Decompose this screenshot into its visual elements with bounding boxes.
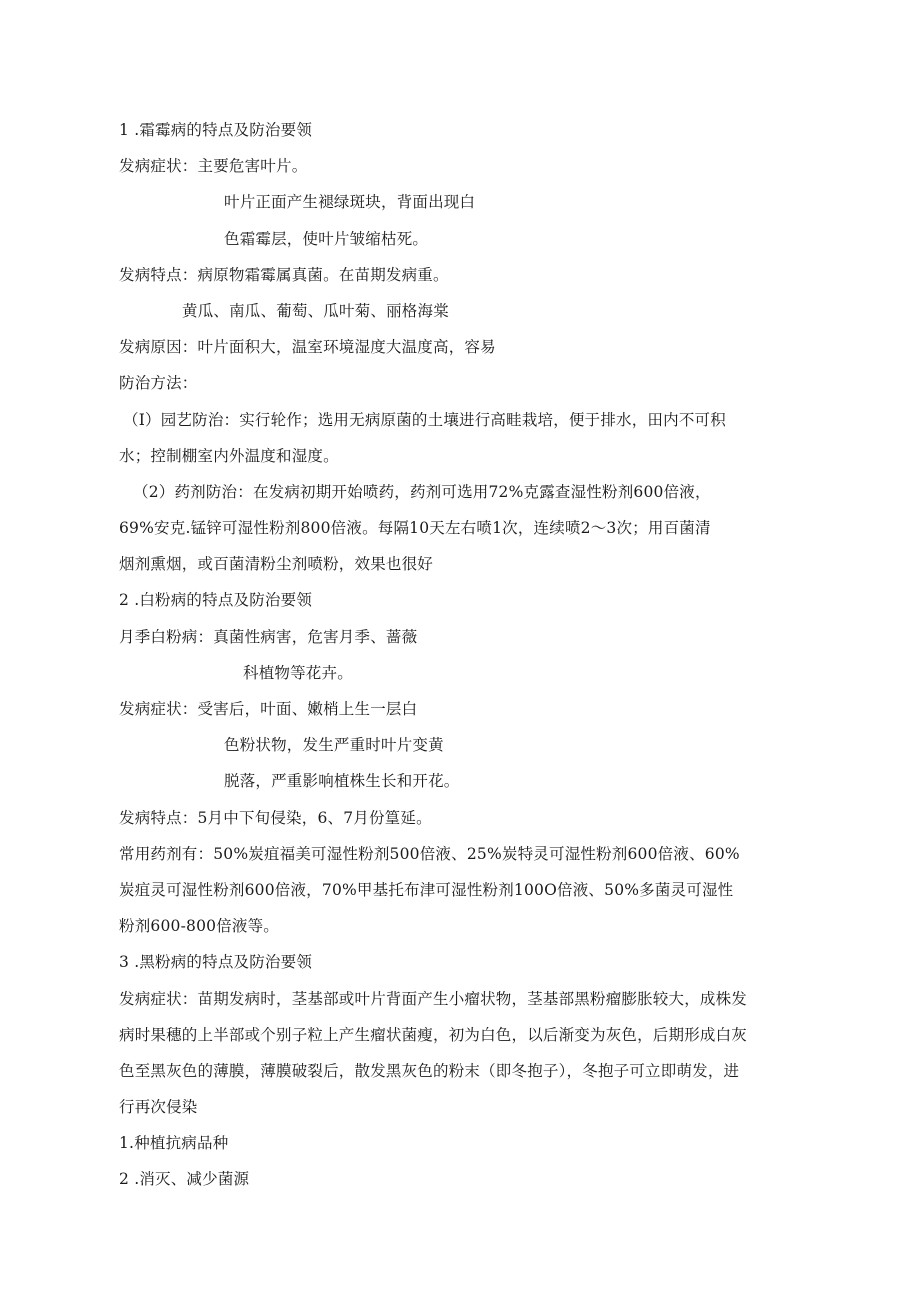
- section-heading-2: 2 .白粉病的特点及防治要领: [119, 591, 313, 610]
- text-line: 色霜霉层，使叶片皱缩枯死。: [224, 229, 429, 248]
- section-heading-1: 1 .霜霉病的特点及防治要领: [119, 121, 313, 139]
- text-line: 69%安克.锰锌可湿性粉剂800倍液。每隔10天左右喷1次，连续喷2〜3次；用百菌清: [119, 519, 711, 538]
- text-line: （I）园艺防治：实行轮作；选用无病原菌的土壤进行高畦栽培，便于排水，田内不可积: [123, 410, 726, 429]
- document-body: [119, 112, 799, 1198]
- text-line: 发病特点：病原物霜霉属真菌。在苗期发病重。: [119, 265, 449, 284]
- text-line: 黄瓜、南瓜、葡萄、瓜叶菊、丽格海棠: [182, 301, 449, 320]
- text-line: 色至黑灰色的薄膜，薄膜破裂后，散发黑灰色的粉末（即冬抱子），冬抱子可立即萌发，进: [119, 1061, 740, 1080]
- text-line: 叶片正面产生褪绿斑块，背面出现白: [224, 193, 476, 212]
- text-line: 科植物等花卉。: [243, 663, 353, 682]
- text-line: 水；控制棚室内外温度和湿度。: [119, 446, 339, 465]
- text-line: 粉剂600-800倍液等。: [119, 917, 280, 936]
- text-line: 发病特点：5月中下旬侵染，6、7月份篁延。: [119, 808, 432, 827]
- text-line: 烟剂熏烟，或百菌清粉尘剂喷粉，效果也很好: [119, 555, 434, 574]
- text-line: 发病症状：主要危害叶片。: [119, 157, 308, 176]
- text-line: （2）药剂防治：在发病初期开始喷药，药剂可选用72%克露查湿性粉剂600倍液，: [133, 482, 711, 501]
- text-line: 月季白粉病：真菌性病害，危害月季、蔷薇: [119, 627, 418, 646]
- section-heading-3: 3 .黑粉病的特点及防治要领: [119, 953, 313, 972]
- text-line: 病时果穗的上半部或个别子粒上产生瘤状菌瘦，初为白色，以后渐变为灰色，后期形成白灰: [119, 1025, 748, 1044]
- list-item: 1.种植抗病品种: [119, 1134, 229, 1153]
- text-line: 防治方法：: [119, 374, 198, 393]
- text-line: 发病原因：叶片面积大，温室环境湿度大温度高，容易: [119, 338, 496, 357]
- list-item: 2 .消灭、减少菌源: [119, 1170, 250, 1189]
- text-line: 脱落，严重影响植株生长和开花。: [224, 772, 460, 791]
- text-line: 炭疽灵可湿性粉剂600倍液，70%甲基托布津可湿性粉剂100O倍液、50%多菌灵可湿性: [119, 880, 734, 899]
- text-line: 发病症状：受害后，叶面、嫩梢上生一层白: [119, 700, 418, 718]
- text-line: 常用药剂有：50%炭疽福美可湿性粉剂500倍液、25%炭特灵可湿性粉剂600倍液、60%: [119, 844, 740, 863]
- text-line: 色粉状物，发生严重时叶片变黄: [224, 736, 444, 755]
- text-line: 行再次侵染: [119, 1098, 198, 1117]
- text-line: 发病症状：苗期发病时，茎基部或叶片背面产生小瘤状物，茎基部黑粉瘤膨胀较大，成株发: [119, 989, 748, 1008]
